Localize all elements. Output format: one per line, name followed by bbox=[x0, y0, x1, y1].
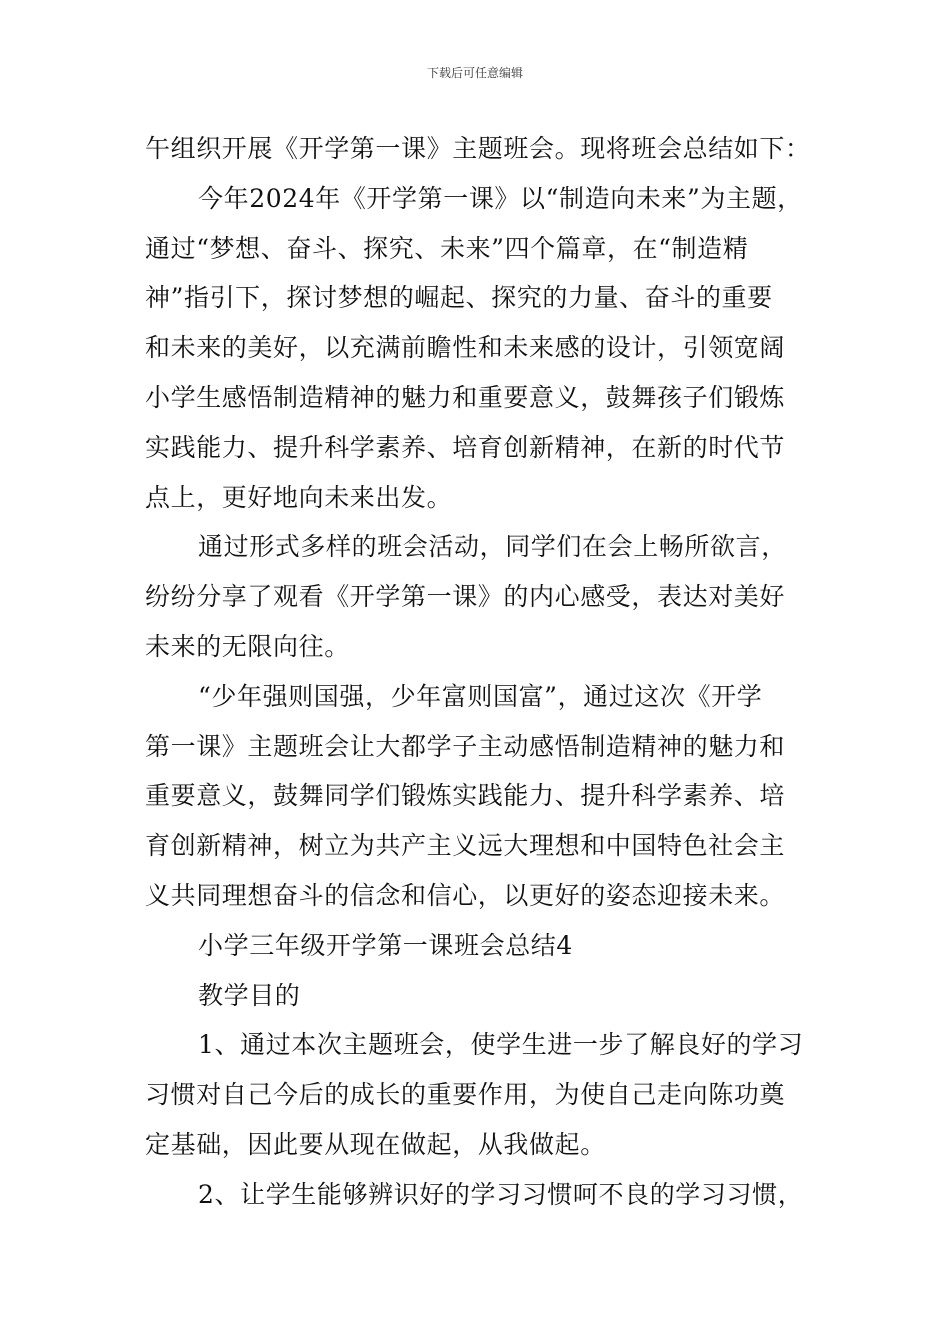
text-line: 重要意义，鼓舞同学们锻炼实践能力、提升科学素养、培 bbox=[145, 781, 786, 811]
text-line: 和未来的美好，以充满前瞻性和未来感的设计，引领宽阔 bbox=[145, 333, 786, 363]
text-line: 神”指引下，探讨梦想的崛起、探究的力量、奋斗的重要 bbox=[145, 283, 773, 313]
text-line: 点上，更好地向未来出发。 bbox=[145, 482, 453, 512]
text-line: 小学生感悟制造精神的魅力和重要意义，鼓舞孩子们锻炼 bbox=[145, 382, 786, 412]
text-line: 义共同理想奋斗的信念和信心，以更好的姿态迎接未来。 bbox=[145, 880, 786, 910]
text-line: 教学目的 bbox=[198, 980, 301, 1010]
text-line: 通过形式多样的班会活动，同学们在会上畅所欲言， bbox=[198, 532, 787, 562]
text-line: 小学三年级开学第一课班会总结4 bbox=[198, 930, 573, 960]
text-line: 1、通过本次主题班会，使学生进一步了解良好的学习 bbox=[198, 1030, 804, 1060]
text-line: 2、让学生能够辨识好的学习习惯呵不良的学习习惯， bbox=[198, 1179, 804, 1209]
text-line: 纷纷分享了观看《开学第一课》的内心感受，表达对美好 bbox=[145, 582, 786, 612]
text-line: 通过“梦想、奋斗、探究、未来”四个篇章，在“制造精 bbox=[145, 233, 749, 263]
text-line: 育创新精神，树立为共产主义远大理想和中国特色社会主 bbox=[145, 831, 786, 861]
text-line: 实践能力、提升科学素养、培育创新精神，在新的时代节 bbox=[145, 432, 786, 462]
text-line: 午组织开展《开学第一课》主题班会。现将班会总结如下： bbox=[145, 134, 811, 163]
page-header: 下载后可任意编辑 bbox=[426, 66, 523, 80]
text-line: 今年2024年《开学第一课》以“制造向未来”为主题， bbox=[198, 183, 803, 213]
text-line: “少年强则国强，少年富则国富”，通过这次《开学 bbox=[198, 681, 763, 711]
text-line: 未来的无限向往。 bbox=[145, 631, 350, 661]
document-body bbox=[145, 124, 825, 1220]
text-line: 习惯对自己今后的成长的重要作用，为使自己走向陈功奠 bbox=[145, 1080, 786, 1110]
text-line: 第一课》主题班会让大都学子主动感悟制造精神的魅力和 bbox=[145, 731, 786, 761]
text-line: 定基础，因此要从现在做起，从我做起。 bbox=[145, 1129, 606, 1159]
